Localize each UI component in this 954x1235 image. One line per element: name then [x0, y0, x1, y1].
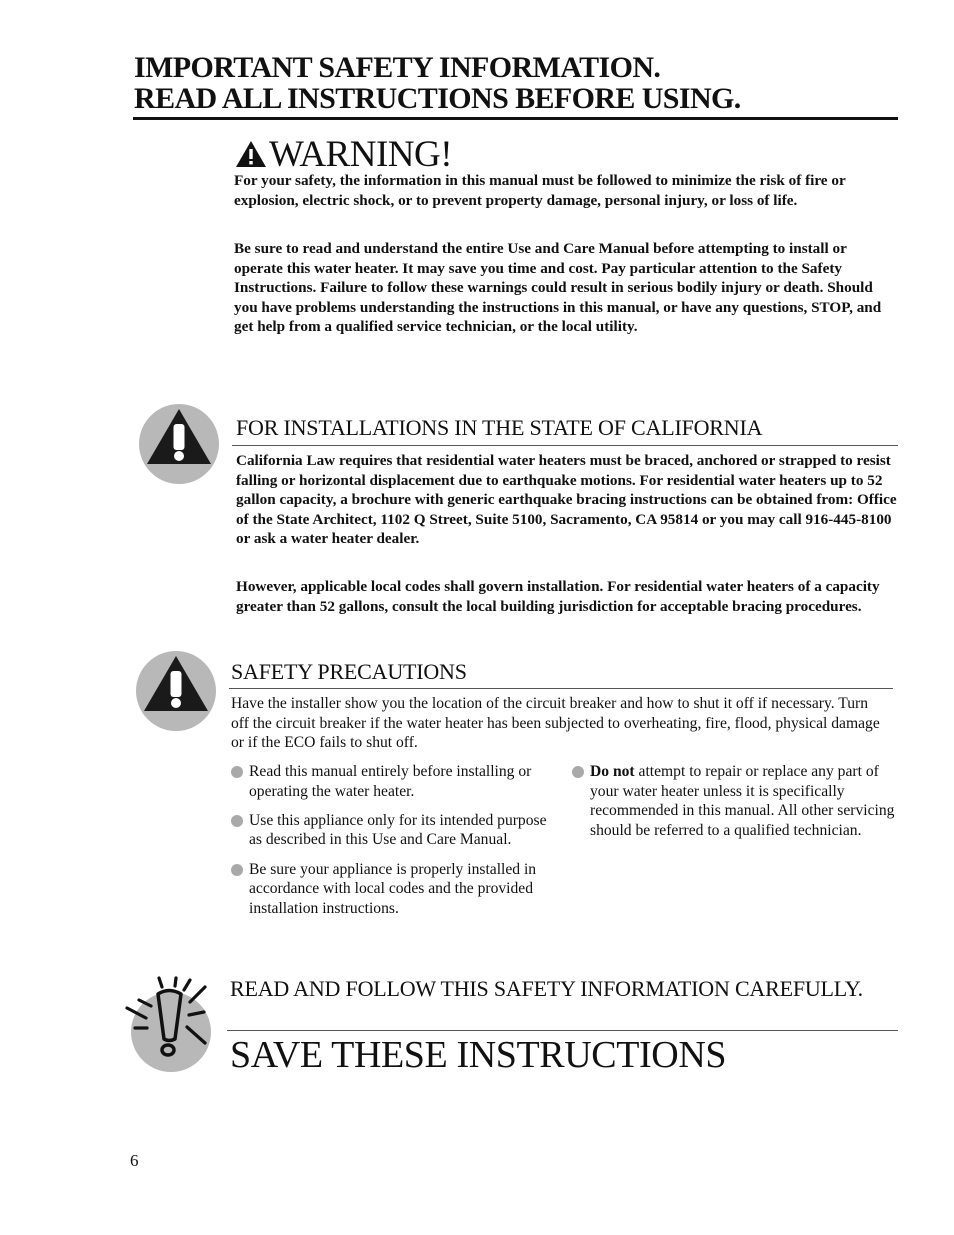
list-item: Do not attempt to repair or replace any part of your water heater unless it is specifically recommended in this manual. All other servicing should be referred to a qualified technician. [572, 762, 897, 840]
page-number: 6 [130, 1151, 139, 1170]
title-divider [133, 117, 898, 120]
bullet-dot-icon [231, 766, 243, 778]
page-title-line-2: READ ALL INSTRUCTIONS BEFORE USING. [134, 82, 741, 115]
alert-icon [136, 651, 216, 731]
page-title-line-1: IMPORTANT SAFETY INFORMATION. [134, 51, 661, 84]
precautions-intro: Have the installer show you the location of the circuit breaker and how to shut it off if necessary. Turn off the circuit breaker if the water heater has been subjected to overheating, fire, flood, physical damage or if the ECO fails to shut off. [231, 695, 880, 752]
attention-icon [125, 975, 217, 1073]
save-instructions-title: SAVE THESE INSTRUCTIONS [230, 1034, 727, 1076]
precautions-list-right [572, 762, 897, 850]
bullet-dot-icon [231, 815, 243, 827]
california-heading: FOR INSTALLATIONS IN THE STATE OF CALIFORNIA [236, 415, 763, 440]
warning-paragraph-1: For your safety, the information in this manual must be followed to minimize the risk of fire or explosion, electric shock, or to prevent property damage, personal injury, or loss of life. [234, 172, 846, 209]
california-divider [232, 445, 898, 446]
california-paragraph-2: However, applicable local codes shall govern installation. For residential water heaters of a capacity greater than 52 gallons, consult the local building jurisdiction for acceptable bracing procedures. [236, 578, 880, 615]
precautions-list-left [231, 762, 556, 928]
list-item: Use this appliance only for its intended purpose as described in this Use and Care Manual. [231, 811, 556, 850]
warning-paragraph-2: Be sure to read and understand the entire Use and Care Manual before attempting to install or operate this water heater. It may save you time and cost. Pay particular attention to the Safety Instructions. Failure to follow these warnings could result in serious bodily injury or death. Should you have problems understanding the instructions in this manual, or have any questions, STOP, and get help from a qualified service technician, or the local utility. [234, 240, 882, 336]
precautions-divider [229, 688, 893, 689]
california-paragraph-1: California Law requires that residential water heaters must be braced, anchored or strapped to resist falling or horizontal displacement due to earthquake motions. For residential water heaters up to 52 gallon capacity, a brochure with generic earthquake bracing instructions can be obtained from: Office of the State Architect, 1102 Q Street, Suite 5100, Sacramento, CA 95814 or you may call 916-445-8100 or ask a water heater dealer. [236, 452, 897, 548]
page-title [134, 52, 899, 114]
bullet-dot-icon [231, 864, 243, 876]
precautions-heading: SAFETY PRECAUTIONS [231, 659, 467, 684]
list-item: Read this manual entirely before installing or operating the water heater. [231, 762, 556, 801]
warning-heading-text: WARNING! [269, 134, 453, 175]
alert-icon [139, 404, 219, 484]
read-follow-divider [227, 1030, 898, 1031]
read-follow-heading: READ AND FOLLOW THIS SAFETY INFORMATION CAREFULLY. [230, 976, 863, 1001]
bullet-dot-icon [572, 766, 584, 778]
list-item: Be sure your appliance is properly installed in accordance with local codes and the provided installation instructions. [231, 860, 556, 919]
